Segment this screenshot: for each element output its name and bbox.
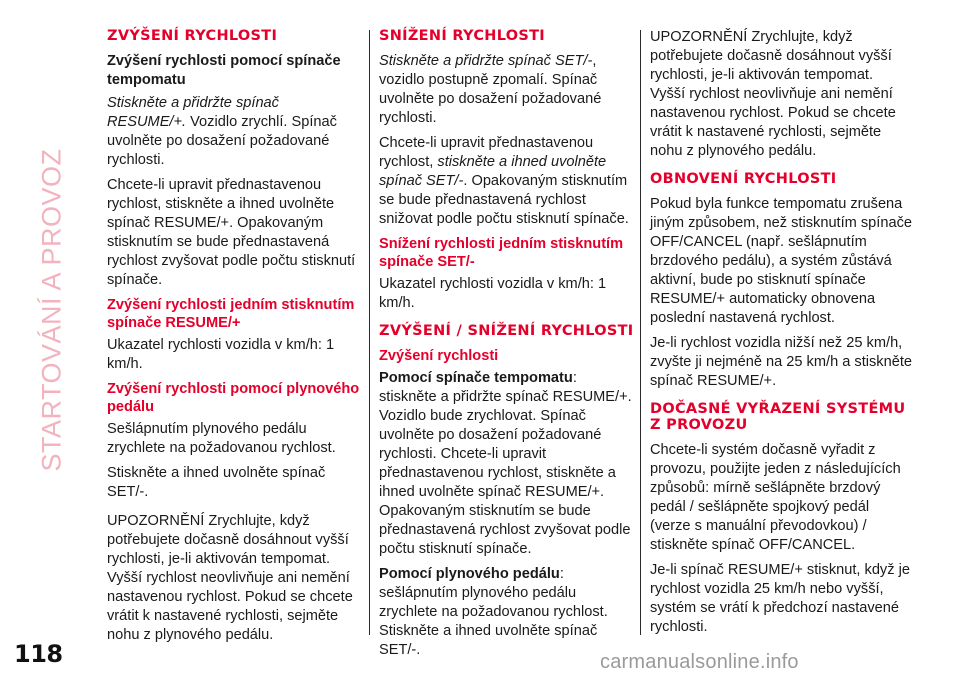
heading-increase-decrease: ZVÝŠENÍ / SNÍŽENÍ RYCHLOSTI <box>379 323 634 339</box>
heading-temporary-disable: DOČASNÉ VYŘAZENÍ SYSTÉMU Z PROVOZU <box>650 401 906 433</box>
paragraph: Sešlápnutím plynového pedálu zrychlete na požadovanou rychlost. <box>107 421 336 456</box>
paragraph: Chcete-li systém dočasně vyřadit z provozu, použijte jeden z následujících způsobů: mírně sešlápněte brzdový pedál / sešlápněte spojkový pedál (verze s manuální převodovkou) / stiskněte spínač OFF/CANCEL. <box>650 442 901 553</box>
bold-lead: Pomocí plynového pedálu <box>379 566 560 582</box>
section-side-label-text: STARTOVÁNÍ A PROVOZ <box>36 148 67 472</box>
page-number: 118 <box>14 640 63 668</box>
paragraph: Ukazatel rychlosti vozidla v km/h: 1 km/h. <box>379 276 607 311</box>
paragraph: Ukazatel rychlosti vozidla v km/h: 1 km/h. <box>107 337 335 372</box>
paragraph: Chcete-li upravit přednastavenou rychlost, stiskněte a ihned uvolněte spínač RESUME/+. Opakovaným stisknutím se bude přednastavená rychlost zvyšovat podle počtu stisknutí spínače. <box>107 177 356 288</box>
subheading-single-press-increase: Zvýšení rychlosti jedním stisknutím spínače RESUME/+ <box>107 297 355 331</box>
paragraph-text: . Opakovaným stisknutím se bude přednastavená rychlost snižovat podle počtu stisknutí spínače. <box>379 173 629 227</box>
subheading-switch-increase: Zvýšení rychlosti pomocí spínače tempomatu <box>107 53 341 88</box>
subheading-speed-increase: Zvýšení rychlosti <box>379 348 499 364</box>
paragraph <box>379 369 634 559</box>
paragraph-text: : stiskněte a přidržte spínač RESUME/+. Vozidlo bude zrychlovat. Spínač uvolněte po dosažení požadované rychlosti. Chcete-li upravit přednastavenou rychlost, stiskněte a ihned uvolněte spínač RESUME/+. Opakovaným stisknutím se bude přednastavená rychlost zvyšovat podle počtu stisknutí spínače. <box>379 370 632 557</box>
subheading-pedal-increase: Zvýšení rychlosti pomocí plynového pedálu <box>107 381 360 415</box>
paragraph <box>379 565 634 660</box>
heading-speed-increase: ZVÝŠENÍ RYCHLOSTI <box>107 28 278 44</box>
watermark: carmanualsonline.info <box>600 651 799 673</box>
column-divider-2 <box>640 30 641 635</box>
paragraph-text: , vozidlo postupně zpomalí. Spínač uvolněte po dosažení požadované rychlosti. <box>379 53 602 126</box>
paragraph-text: Chcete-li upravit přednastavenou rychlost, <box>379 135 594 170</box>
column-divider-1 <box>369 30 370 635</box>
paragraph-text: : sešlápnutím plynového pedálu zrychlete na požadovanou rychlost. Stiskněte a ihned uvolněte spínač SET/-. <box>379 566 608 658</box>
paragraph: Je-li spínač RESUME/+ stisknut, když je rychlost vozidla 25 km/h nebo vyšší, systém se vrátí k předchozí nastavené rychlosti. <box>650 562 910 635</box>
bold-lead: Pomocí spínače tempomatu <box>379 370 573 386</box>
paragraph <box>379 52 634 128</box>
subheading-single-press-decrease: Snížení rychlosti jedním stisknutím spínače SET/- <box>379 236 624 270</box>
column-2 <box>379 28 634 666</box>
paragraph <box>107 94 362 170</box>
italic-instruction: stiskněte a ihned uvolněte spínač SET/- <box>379 154 607 189</box>
italic-instruction: Stiskněte a přidržte spínač RESUME/+. <box>107 95 279 130</box>
column-1 <box>107 28 362 651</box>
paragraph <box>379 134 634 229</box>
heading-speed-decrease: SNÍŽENÍ RYCHLOSTI <box>379 28 545 44</box>
paragraph: UPOZORNĚNÍ Zrychlujte, když potřebujete dočasně dosáhnout vyšší rychlosti, je-li aktivován tempomat. Vyšší rychlost neovlivňuje ani nemění nastavenou rychlost. Pokud se chcete vrátit k nastavené rychlosti, sejměte nohu z plynového pedálu. <box>650 29 896 159</box>
paragraph: Pokud byla funkce tempomatu zrušena jiným způsobem, než stisknutím spínače OFF/CANCEL (např. sešlápnutím brzdového pedálu), a systém zůstává aktivní, bude po stisknutí spínače RESUME/+ automaticky obnovena poslední nastavená rychlost. <box>650 196 912 326</box>
heading-speed-resume: OBNOVENÍ RYCHLOSTI <box>650 171 837 187</box>
italic-instruction: Stiskněte a přidržte spínač SET/- <box>379 53 593 69</box>
paragraph: Je-li rychlost vozidla nižší než 25 km/h, zvyšte ji nejméně na 25 km/h a stiskněte spínač RESUME/+. <box>650 335 913 389</box>
paragraph-text: Vozidlo zrychlí. Spínač uvolněte po dosažení požadované rychlosti. <box>107 114 337 168</box>
column-3 <box>650 28 912 643</box>
paragraph: Stiskněte a ihned uvolněte spínač SET/-. <box>107 465 326 500</box>
paragraph: UPOZORNĚNÍ Zrychlujte, když potřebujete dočasně dosáhnout vyšší rychlosti, je-li aktivován tempomat. Vyšší rychlost neovlivňuje ani nemění nastavenou rychlost. Pokud se chcete vrátit k nastavené rychlosti, sejměte nohu z plynového pedálu. <box>107 513 353 643</box>
